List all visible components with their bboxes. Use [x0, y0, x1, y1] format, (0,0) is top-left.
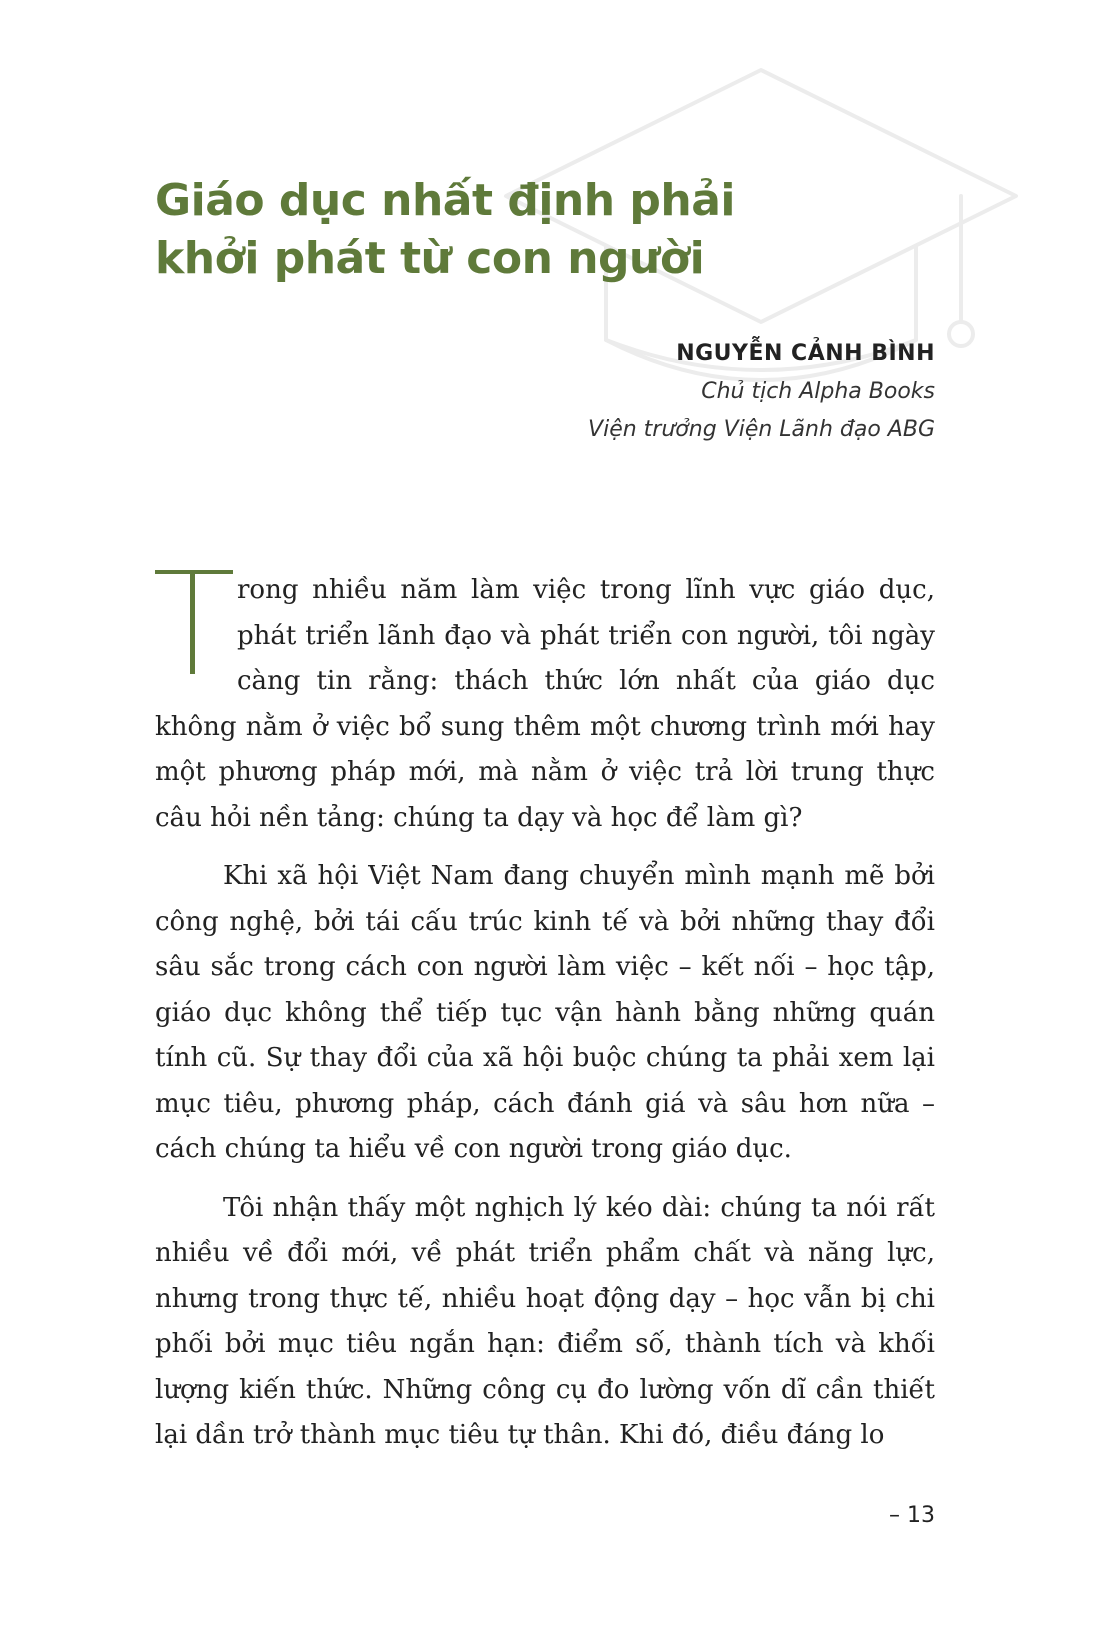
paragraph-3: Tôi nhận thấy một nghịch lý kéo dài: chúng ta nói rất nhiều về đổi mới, về phát triển phẩm chất và năng lực, nhưng trong thực tế, nhiều hoạt động dạy – học vẫn bị chi phối bởi mục tiêu ngắn hạn: điểm số, thành tích và khối lượng kiến thức. Những công cụ đo lường vốn dĩ cần thiết lại dần trở thành mục tiêu tự thân. Khi đó, điều đáng lo	[155, 1192, 935, 1450]
author-name: NGUYỄN CẢNH BÌNH	[676, 341, 935, 366]
author-role-1: Chủ tịch Alpha Books	[701, 379, 935, 404]
drop-cap-letter: T	[155, 570, 156, 571]
author-block	[588, 335, 935, 449]
chapter-title-line1: Giáo dục nhất định phải	[155, 175, 735, 226]
page-number: – 13	[889, 1503, 935, 1528]
paragraph-1	[155, 568, 935, 841]
paragraph-1-text: rong nhiều năm làm việc trong lĩnh vực giáo dục, phát triển lãnh đạo và phát triển con người, tôi ngày càng tin rằng: thách thức lớn nhất của giáo dục không nằm ở việc bổ sung thêm một chương trình mới hay một phương pháp mới, mà nằm ở việc trả lời trung thực câu hỏi nền tảng: chúng ta dạy và học để làm gì?	[155, 575, 935, 833]
drop-cap	[155, 570, 235, 698]
chapter-title-line2: khởi phát từ con người	[155, 233, 705, 284]
chapter-title	[155, 172, 795, 288]
author-role-2: Viện trưởng Viện Lãnh đạo ABG	[588, 417, 935, 442]
paragraph-2: Khi xã hội Việt Nam đang chuyển mình mạnh mẽ bởi công nghệ, bởi tái cấu trúc kinh tế và bởi những thay đổi sâu sắc trong cách con người làm việc – kết nối – học tập, giáo dục không thể tiếp tục vận hành bằng những quán tính cũ. Sự thay đổi của xã hội buộc chúng ta phải xem lại mục tiêu, phương pháp, cách đánh giá và sâu hơn nữa – cách chúng ta hiểu về con người trong giáo dục.	[155, 861, 935, 1164]
body-text	[155, 568, 935, 1472]
